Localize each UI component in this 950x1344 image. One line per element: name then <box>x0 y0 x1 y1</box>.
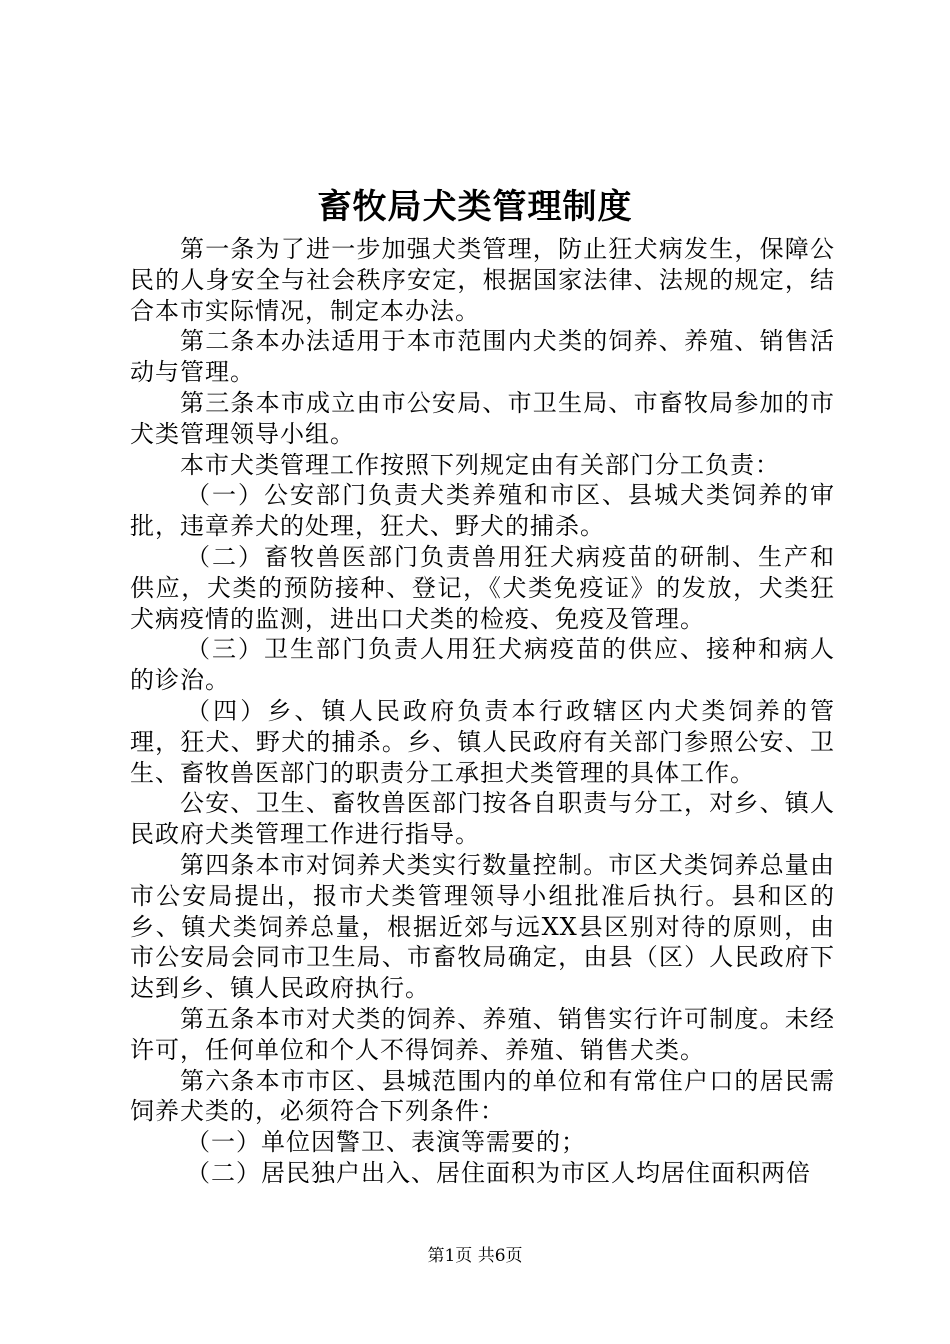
paragraph: 第三条本市成立由市公安局、市卫生局、市畜牧局参加的市犬类管理领导小组。 <box>130 388 835 448</box>
paragraph: 公安、卫生、畜牧兽医部门按各自职责与分工，对乡、镇人民政府犬类管理工作进行指导。 <box>130 789 835 849</box>
paragraph: （三）卫生部门负责人用狂犬病疫苗的供应、接种和病人的诊治。 <box>130 635 835 695</box>
paragraph: 第一条为了进一步加强犬类管理，防止狂犬病发生，保障公民的人身安全与社会秩序安定，根据国家法律、法规的规定，结合本市实际情况，制定本办法。 <box>130 235 835 325</box>
document-title: 畜牧局犬类管理制度 <box>317 187 633 227</box>
paragraph: （一）公安部门负责犬类养殖和市区、县城犬类饲养的审批，违章养犬的处理，狂犬、野犬的捕杀。 <box>130 481 835 541</box>
paragraph: 第四条本市对饲养犬类实行数量控制。市区犬类饲养总量由市公安局提出，报市犬类管理领导小组批准后执行。县和区的乡、镇犬类饲养总量，根据近郊与远XX县区别对待的原则，由市公安局会同市卫生局、市畜牧局确定，由县（区）人民政府下达到乡、镇人民政府执行。 <box>130 850 835 1003</box>
paragraph: （二）居民独户出入、居住面积为市区人均居住面积两倍 <box>186 1158 811 1187</box>
paragraph: （二）畜牧兽医部门负责兽用狂犬病疫苗的研制、生产和供应，犬类的预防接种、登记，《犬类免疫证》的发放，犬类狂犬病疫情的监测，进出口犬类的检疫、免疫及管理。 <box>130 542 835 633</box>
paragraph: （一）单位因警卫、表演等需要的； <box>186 1128 586 1157</box>
paragraph: 本市犬类管理工作按照下列规定由有关部门分工负责： <box>180 450 780 479</box>
paragraph: （四）乡、镇人民政府负责本行政辖区内犬类饲养的管理，狂犬、野犬的捕杀。乡、镇人民政府有关部门参照公安、卫生、畜牧兽医部门的职责分工承担犬类管理的具体工作。 <box>130 696 835 787</box>
paragraph: 第二条本办法适用于本市范围内犬类的饲养、养殖、销售活动与管理。 <box>130 327 835 387</box>
paragraph: 第六条本市市区、县城范围内的单位和有常住户口的居民需饲养犬类的，必须符合下列条件： <box>130 1066 835 1126</box>
paragraph: 第五条本市对犬类的饲养、养殖、销售实行许可制度。未经许可，任何单位和个人不得饲养、养殖、销售犬类。 <box>130 1004 835 1064</box>
document-body <box>130 234 835 1189</box>
page-indicator: 第1页 共6页 <box>427 1246 523 1266</box>
